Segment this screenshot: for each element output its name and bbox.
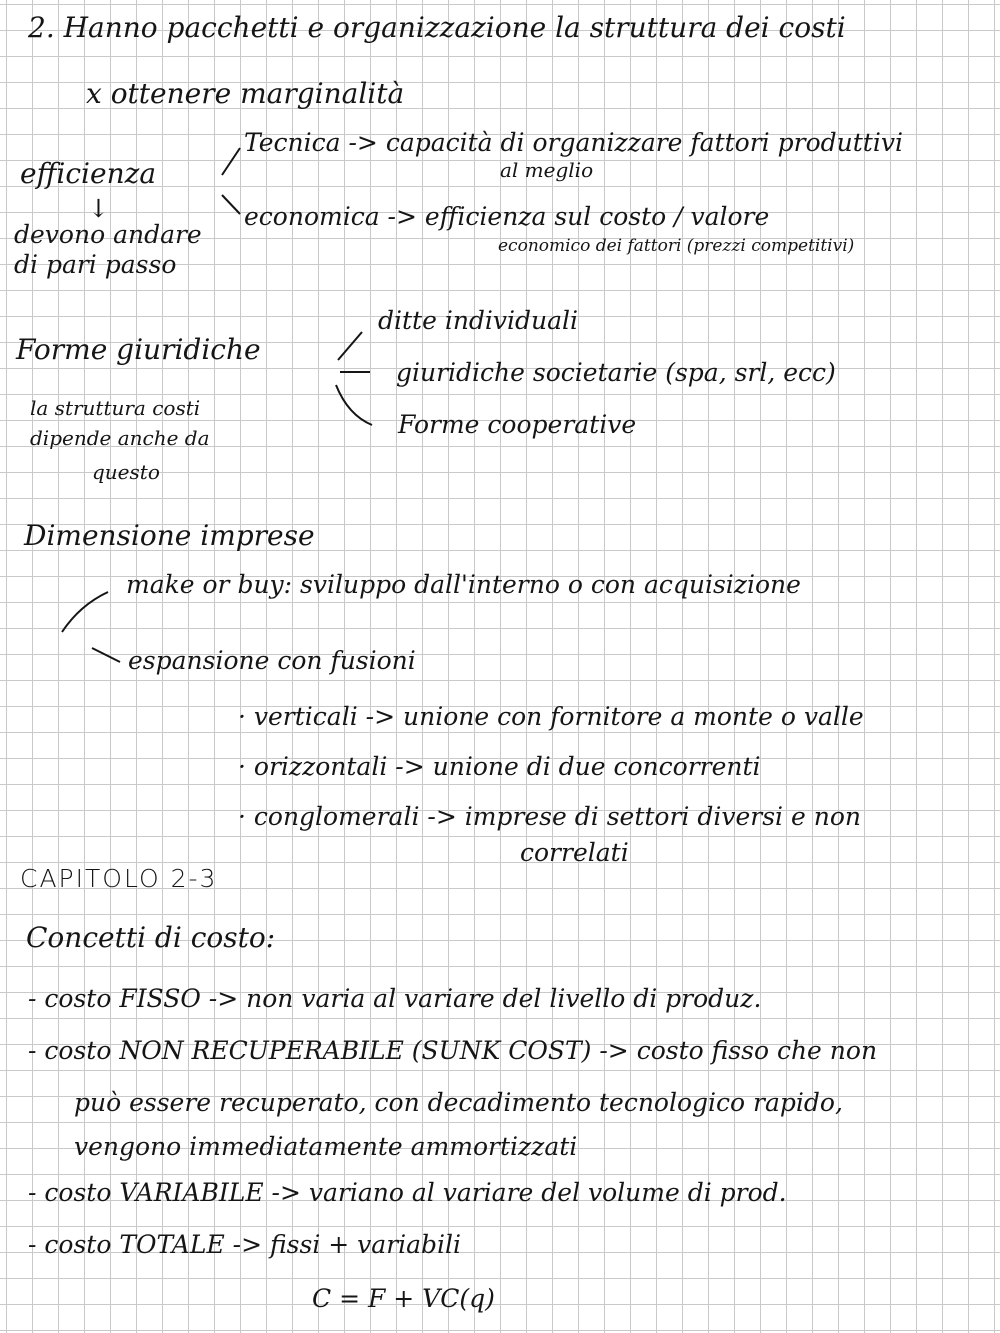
- bullet-costo-totale: - costo TOTALE -> fissi + variabili: [28, 1230, 462, 1259]
- branch-stroke-ditte: [338, 332, 362, 360]
- note-verticali: · verticali -> unione con fornitore a monte o valle: [238, 702, 864, 731]
- note-line-1: 2. Hanno pacchetti e organizzazione la struttura dei costi: [28, 11, 846, 44]
- note-devono: devono andare: [14, 220, 202, 249]
- note-tecnica: Tecnica -> capacità di organizzare fattori produttivi: [244, 128, 903, 157]
- note-cooperative: Forme cooperative: [398, 410, 637, 439]
- note-al-meglio: al meglio: [500, 158, 594, 182]
- note-struttura-3: questo: [92, 460, 160, 484]
- branch-stroke-economica: [222, 195, 240, 214]
- branch-stroke-make: [62, 592, 108, 632]
- note-dimensione: Dimensione imprese: [24, 519, 315, 552]
- note-forme-giuridiche: Forme giuridiche: [16, 333, 261, 366]
- note-ditte: ditte individuali: [378, 306, 579, 335]
- note-concetti: Concetti di costo:: [26, 921, 276, 954]
- note-efficienza: efficienza: [20, 157, 157, 190]
- note-espansione: espansione con fusioni: [128, 646, 416, 675]
- branch-stroke-cooperative: [336, 385, 372, 425]
- chapter-heading: CAPITOLO 2-3: [20, 864, 218, 893]
- branch-stroke-espansione: [92, 648, 120, 662]
- note-conglomerali: · conglomerali -> imprese di settori diversi e non: [238, 802, 861, 831]
- bullet-costo-fisso: - costo FISSO -> non varia al variare del livello di produz.: [28, 984, 762, 1013]
- note-orizzontali: · orizzontali -> unione di due concorrenti: [238, 752, 761, 781]
- bullet-costo-non-recuperabile-3: vengono immediatamente ammortizzati: [74, 1132, 578, 1161]
- note-struttura-2: dipende anche da: [30, 426, 210, 450]
- bullet-costo-non-recuperabile-2: può essere recuperato, con decadimento tecnologico rapido,: [74, 1088, 843, 1117]
- note-correlati: correlati: [520, 838, 629, 867]
- note-economica: economica -> efficienza sul costo / valore: [244, 202, 770, 231]
- formula: C = F + VC(q): [312, 1284, 495, 1313]
- note-societarie: giuridiche societarie (spa, srl, ecc): [396, 358, 836, 387]
- bullet-costo-non-recuperabile: - costo NON RECUPERABILE (SUNK COST) -> costo fisso che non: [28, 1036, 878, 1065]
- note-economico-fattori: economico dei fattori (prezzi competitivi): [498, 236, 855, 256]
- note-line-2: x ottenere marginalità: [86, 77, 405, 110]
- note-di-pari: di pari passo: [14, 250, 177, 279]
- note-make-or-buy: make or buy: sviluppo dall'interno o con acquisizione: [126, 570, 801, 599]
- note-struttura-1: la struttura costi: [30, 396, 201, 420]
- arrow-down-icon: ↓: [88, 194, 109, 223]
- branch-stroke-tecnica: [222, 148, 240, 175]
- bullet-costo-variabile: - costo VARIABILE -> variano al variare del volume di prod.: [28, 1178, 787, 1207]
